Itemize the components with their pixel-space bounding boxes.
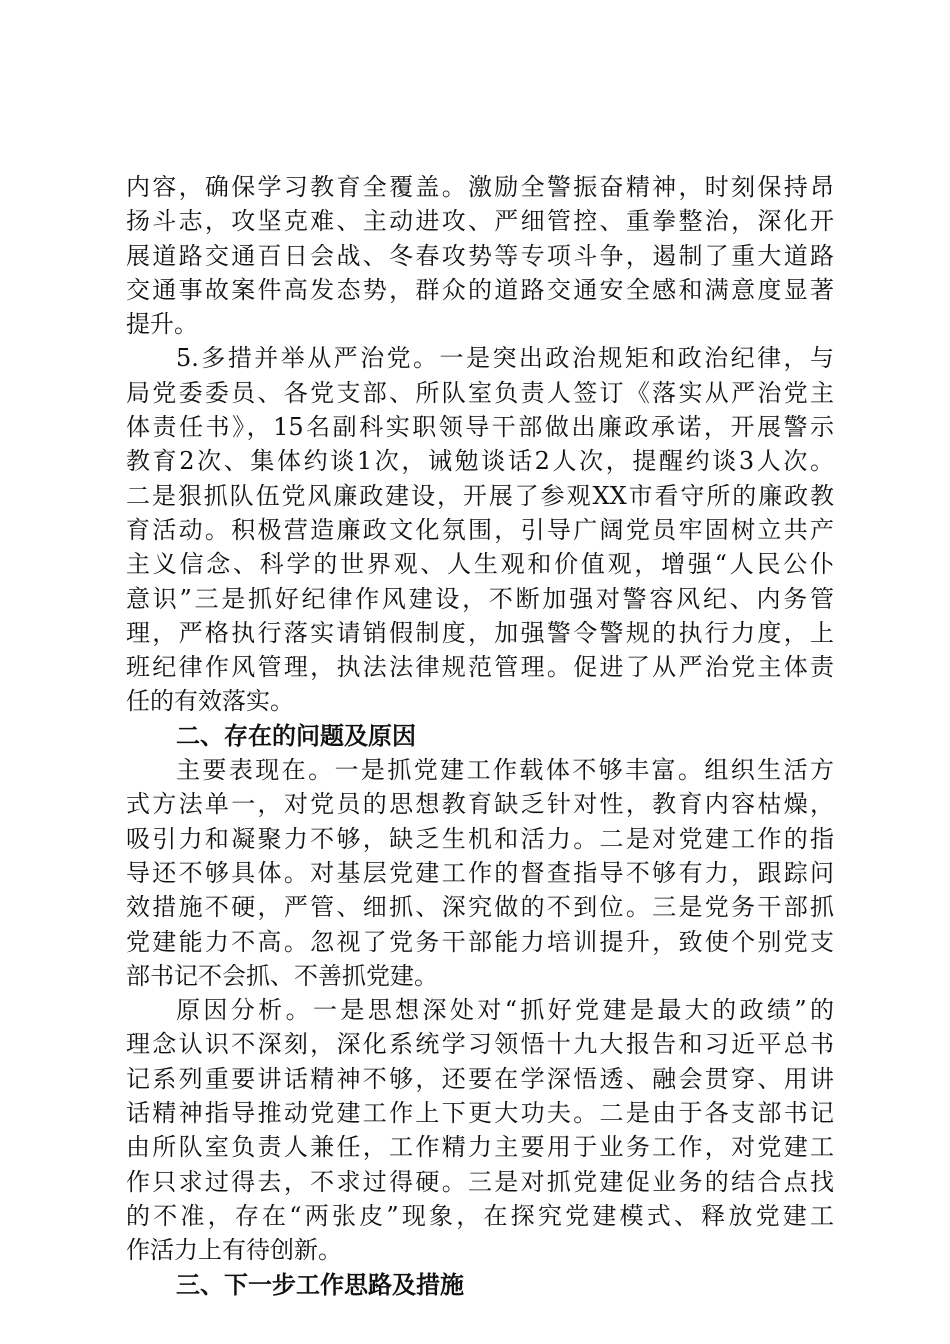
text-line: 吸引力和凝聚力不够，缺乏生机和活力。二是对党建工作的指 [126, 824, 834, 853]
text-line: 内容，确保学习教育全覆盖。激励全警振奋精神，时刻保持昂 [126, 173, 834, 201]
text-line: 扬斗志，攻坚克难、主动进攻、严细管控、重拳整治，深化开 [126, 207, 834, 236]
section-heading-next-steps: 三、下一步工作思路及措施 [176, 1270, 464, 1299]
paragraph-intro [126, 170, 834, 341]
paragraph-problems [126, 753, 834, 993]
text-line: 理念认识不深刻，深化系统学习领悟十九大报告和习近平总书 [126, 1030, 834, 1059]
text-line: 交通事故案件高发态势，群众的道路交通安全感和满意度显著 [126, 275, 834, 304]
section-heading-problems: 二、存在的问题及原因 [176, 721, 416, 750]
text-line: 意识”三是抓好纪律作风建设，不断加强对警容风纪、内务管 [126, 584, 834, 613]
text-line: 作活力上有待创新。 [126, 1236, 342, 1265]
text-line: 体责任书》，15名副科实职领导干部做出廉政承诺，开展警示 [126, 413, 834, 442]
text-line: 局党委委员、各党支部、所队室负责人签订《落实从严治党主 [126, 378, 834, 407]
text-line: 主义信念、科学的世界观、人生观和价值观，增强“人民公仆 [126, 550, 834, 579]
text-line: 任的有效落实。 [126, 687, 294, 716]
text-line: 作只求过得去，不求过得硬。三是对抓党建促业务的结合点找 [126, 1167, 834, 1196]
text-line: 主要表现在。一是抓党建工作载体不够丰富。组织生活方 [176, 756, 834, 785]
text-line: 育活动。积极营造廉政文化氛围，引导广阔党员牢固树立共产 [126, 515, 834, 544]
text-line: 由所队室负责人兼任，工作精力主要用于业务工作，对党建工 [126, 1133, 834, 1162]
text-line: 话精神指导推动党建工作上下更大功夫。二是由于各支部书记 [126, 1099, 834, 1128]
text-line: 式方法单一，对党员的思想教育缺乏针对性，教育内容枯燥， [126, 790, 834, 819]
text-line: 导还不够具体。对基层党建工作的督查指导不够有力，跟踪问 [126, 858, 834, 887]
text-line: 理，严格执行落实请销假制度，加强警令警规的执行力度，上 [126, 618, 834, 647]
text-line: 原因分析。一是思想深处对“抓好党建是最大的政绩”的 [176, 996, 834, 1025]
text-line: 提升。 [126, 310, 198, 339]
text-line: 二是狠抓队伍党风廉政建设，开展了参观XX市看守所的廉政教 [126, 481, 834, 510]
text-line: 5.多措并举从严治党。一是突出政治规矩和政治纪律，与 [176, 344, 834, 373]
text-line: 党建能力不高。忽视了党务干部能力培训提升，致使个别党支 [126, 927, 834, 956]
paragraph-causes [126, 993, 834, 1267]
text-line: 展道路交通百日会战、冬春攻势等专项斗争，遏制了重大道路 [126, 241, 834, 270]
text-line: 记系列重要讲话精神不够，还要在学深悟透、融会贯穿、用讲 [126, 1064, 834, 1093]
text-line: 班纪律作风管理，执法法律规范管理。促进了从严治党主体责 [126, 653, 834, 682]
text-line: 部书记不会抓、不善抓党建。 [126, 961, 438, 990]
paragraph-strict-party-governance [126, 341, 834, 718]
text-line: 效措施不硬，严管、细抓、深究做的不到位。三是党务干部抓 [126, 893, 834, 922]
text-line: 的不准，存在“两张皮”现象，在探究党建模式、释放党建工 [126, 1201, 834, 1230]
text-line: 教育2次、集体约谈1次，诫勉谈话2人次，提醒约谈3人次。 [126, 447, 834, 476]
document-page [126, 170, 834, 1302]
